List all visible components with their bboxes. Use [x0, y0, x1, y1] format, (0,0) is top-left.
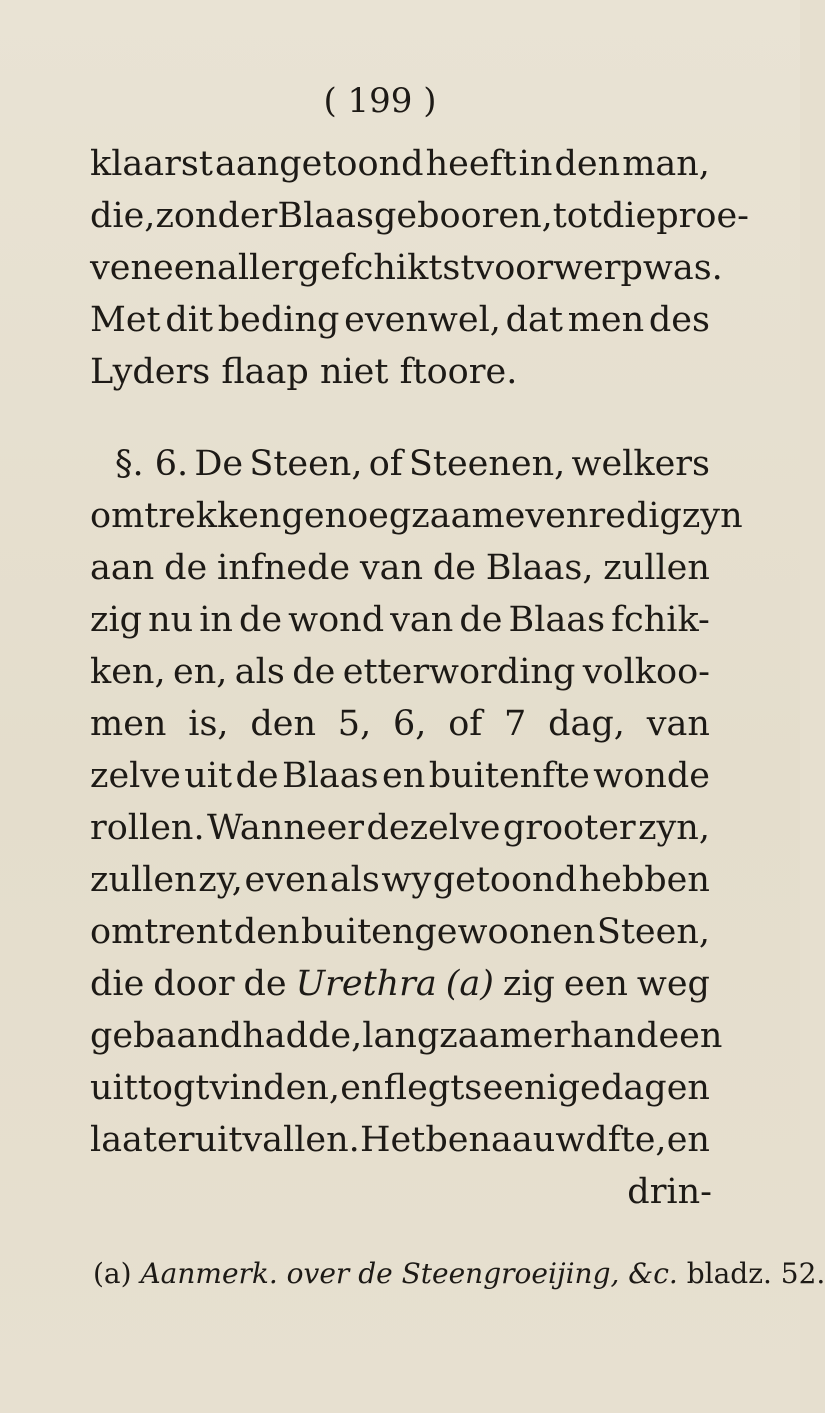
word: Blaas: [508, 600, 606, 640]
text-line: [90, 854, 710, 906]
word: den: [250, 704, 316, 744]
word: zyn: [681, 496, 743, 536]
word: welkers: [571, 444, 710, 484]
word: De: [194, 444, 244, 484]
text-line: [90, 242, 723, 294]
text-line: [90, 190, 749, 242]
word: zullen: [603, 548, 710, 588]
word: hadde,: [242, 1016, 363, 1056]
word: hebben: [578, 860, 710, 900]
text-line: [90, 646, 710, 698]
word: van: [359, 548, 424, 588]
word: Blaas: [282, 756, 379, 796]
word: en: [666, 1120, 710, 1160]
word: men: [567, 300, 645, 340]
word: 5,: [337, 704, 372, 744]
word: Het: [359, 1120, 426, 1160]
word: gebooren,: [373, 196, 553, 236]
word: men: [90, 704, 167, 744]
word: als: [329, 860, 380, 900]
footnote-ref: bladz. 52.: [686, 1257, 825, 1290]
word: flegts: [383, 1068, 483, 1108]
word: of: [368, 444, 403, 484]
word: in: [199, 600, 233, 640]
word: den: [233, 912, 300, 952]
word: Blaas,: [485, 548, 594, 588]
word: de: [243, 964, 287, 1004]
text-line: [90, 802, 710, 854]
text-line: [90, 542, 710, 594]
word: even: [244, 860, 329, 900]
footnote-marker: (a): [93, 1257, 132, 1290]
word: eenige: [482, 1068, 601, 1108]
word: wy: [381, 860, 432, 900]
word: wond: [288, 600, 385, 640]
word: de: [164, 548, 208, 588]
word: omtrekken: [90, 496, 282, 536]
word: benaauwdfte,: [425, 1120, 667, 1160]
text-line: [90, 750, 710, 802]
word: in: [518, 144, 553, 184]
word: van: [646, 704, 710, 744]
text-line: [90, 698, 710, 750]
word: nu: [148, 600, 194, 640]
word: en: [382, 756, 426, 796]
text-line: [90, 958, 710, 1010]
word: de: [459, 600, 503, 640]
text-line: [90, 138, 710, 190]
word: die: [601, 196, 657, 236]
word: 7: [504, 704, 527, 744]
word: zonder: [155, 196, 278, 236]
word: allergefchiktst: [217, 248, 475, 288]
word: wonde: [593, 756, 710, 796]
text-line: [90, 906, 710, 958]
word: die,: [90, 196, 156, 236]
word: ken,: [90, 652, 166, 692]
word: vinden,: [209, 1068, 340, 1108]
section-mark: §. 6.: [115, 444, 189, 484]
word: des: [648, 300, 710, 340]
word: Steen,: [596, 912, 710, 952]
word: als: [234, 652, 285, 692]
word: dezelve: [366, 808, 501, 848]
word: langzaamerhand: [362, 1016, 659, 1056]
word: evenwel,: [344, 300, 501, 340]
word: omtrent: [90, 912, 233, 952]
word: of: [448, 704, 483, 744]
word: proe-: [656, 196, 749, 236]
word: een: [658, 1016, 723, 1056]
word: buitengewoonen: [300, 912, 596, 952]
word: dit: [165, 300, 214, 340]
word: is,: [188, 704, 229, 744]
word: laater: [90, 1120, 195, 1160]
word: heeft: [425, 144, 517, 184]
text-line: [90, 346, 710, 398]
word: uittogt: [90, 1068, 210, 1108]
word: een: [153, 248, 217, 288]
word: dat: [505, 300, 563, 340]
word: tot: [552, 196, 602, 236]
word: dagen: [601, 1068, 710, 1108]
word: grooter: [502, 808, 636, 848]
word: weg: [636, 964, 710, 1004]
word: rollen.: [90, 808, 205, 848]
word: buitenfte: [428, 756, 590, 796]
word: de: [292, 652, 336, 692]
word: ven: [90, 248, 154, 288]
word: uit: [184, 756, 233, 796]
word: een: [563, 964, 628, 1004]
word: zyn,: [638, 808, 710, 848]
footnote-text: Aanmerk. over de Steengroeijing, &c.: [140, 1257, 678, 1290]
word: dag,: [548, 704, 625, 744]
word: die: [90, 964, 145, 1004]
word: was.: [642, 248, 723, 288]
text-line: [90, 1114, 710, 1166]
text-line: [90, 294, 710, 346]
word: Wanneer: [207, 808, 365, 848]
word: zelve: [90, 756, 181, 796]
text-line: [90, 1062, 710, 1114]
word: klaarst: [90, 144, 213, 184]
word: Steen,: [249, 444, 363, 484]
word: voorwerp: [474, 248, 643, 288]
word: gebaand: [90, 1016, 243, 1056]
word: de: [235, 756, 279, 796]
word: zig: [502, 964, 555, 1004]
footnote: [93, 1254, 825, 1294]
text-line: [90, 490, 743, 542]
word: van: [390, 600, 454, 640]
word: zullen: [90, 860, 197, 900]
word: fchik-: [611, 600, 710, 640]
word: zig: [90, 600, 143, 640]
word: Met: [90, 300, 161, 340]
word: Lyders flaap niet ftoore.: [90, 352, 518, 392]
word-italic: Urethra: [295, 964, 437, 1004]
word: getoond: [432, 860, 578, 900]
word: 6,: [393, 704, 427, 744]
word: de: [238, 600, 283, 640]
text-line: [90, 594, 710, 646]
word: Blaas: [277, 196, 374, 236]
word: uitvallen.: [194, 1120, 360, 1160]
word: volkoo-: [582, 652, 710, 692]
word: den: [554, 144, 621, 184]
word: evenredig: [504, 496, 682, 536]
word: door: [153, 964, 235, 1004]
word: aan: [90, 548, 155, 588]
word: infnede: [217, 548, 351, 588]
word: en,: [173, 652, 228, 692]
text-line: [90, 1010, 723, 1062]
text-line: [90, 438, 710, 490]
word: beding: [217, 300, 340, 340]
page-number: ( 199 ): [323, 81, 437, 121]
word: zy,: [198, 860, 243, 900]
footnote-marker-ref: (a): [445, 964, 494, 1004]
word: man,: [622, 144, 710, 184]
word: etterwording: [342, 652, 576, 692]
word: aangetoond: [214, 144, 424, 184]
word: en: [340, 1068, 384, 1108]
word: Steenen,: [408, 444, 566, 484]
catchword: drin-: [627, 1172, 712, 1212]
word: de: [432, 548, 476, 588]
word: genoegzaam: [281, 496, 505, 536]
